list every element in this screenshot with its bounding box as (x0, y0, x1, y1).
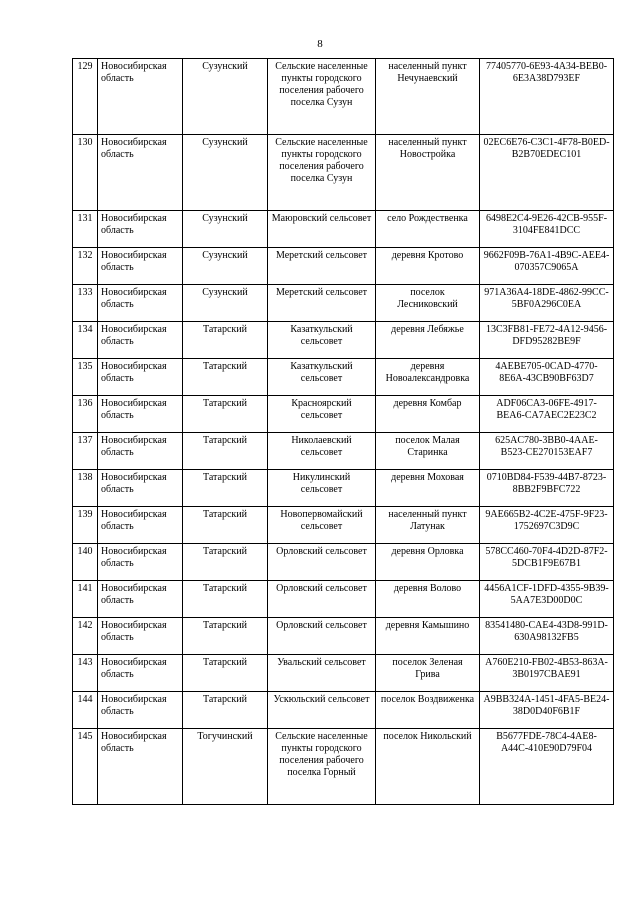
locality-cell: поселок Никольский (376, 729, 480, 805)
locality-cell: деревня Комбар (376, 396, 480, 433)
region-cell: Новосибирская область (98, 433, 183, 470)
settlement-cell: Никулинский сельсовет (268, 470, 376, 507)
settlement-cell: Сельские населенные пункты городского поселения рабочего поселка Сузун (268, 135, 376, 211)
settlement-cell: Ускюльский сельсовет (268, 692, 376, 729)
region-cell: Новосибирская область (98, 59, 183, 135)
row-number: 137 (73, 433, 98, 470)
guid-cell: 9AE665B2-4C2E-475F-9F23-1752697C3D9C (480, 507, 614, 544)
settlement-cell: Орловский сельсовет (268, 618, 376, 655)
locality-cell: поселок Зеленая Грива (376, 655, 480, 692)
locality-cell: населенный пункт Новостройка (376, 135, 480, 211)
region-cell: Новосибирская область (98, 692, 183, 729)
table-row (73, 544, 614, 581)
row-number: 142 (73, 618, 98, 655)
region-cell: Новосибирская область (98, 507, 183, 544)
district-cell: Сузунский (183, 248, 268, 285)
row-number: 144 (73, 692, 98, 729)
settlement-cell: Казаткульский сельсовет (268, 322, 376, 359)
district-cell: Татарский (183, 322, 268, 359)
row-number: 133 (73, 285, 98, 322)
district-cell: Татарский (183, 507, 268, 544)
locality-cell: деревня Новоалександровка (376, 359, 480, 396)
guid-cell: ADF06CA3-06FE-4917-BEA6-CA7AEC2E23C2 (480, 396, 614, 433)
row-number: 132 (73, 248, 98, 285)
row-number: 141 (73, 581, 98, 618)
locality-cell: деревня Орловка (376, 544, 480, 581)
table-row (73, 729, 614, 805)
guid-cell: 0710BD84-F539-44B7-8723-8BB2F9BFC722 (480, 470, 614, 507)
locality-cell: село Рождественка (376, 211, 480, 248)
region-cell: Новосибирская область (98, 248, 183, 285)
settlement-cell: Увальский сельсовет (268, 655, 376, 692)
row-number: 136 (73, 396, 98, 433)
settlements-table (72, 58, 614, 805)
guid-cell: 77405770-6E93-4A34-BEB0-6E3A38D793EF (480, 59, 614, 135)
district-cell: Сузунский (183, 285, 268, 322)
district-cell: Сузунский (183, 211, 268, 248)
table-row (73, 433, 614, 470)
settlement-cell: Меретский сельсовет (268, 248, 376, 285)
row-number: 130 (73, 135, 98, 211)
settlement-cell: Красноярский сельсовет (268, 396, 376, 433)
table-row (73, 285, 614, 322)
locality-cell: поселок Малая Старинка (376, 433, 480, 470)
settlement-cell: Николаевский сельсовет (268, 433, 376, 470)
settlement-cell: Орловский сельсовет (268, 581, 376, 618)
locality-cell: населенный пункт Нечунаевский (376, 59, 480, 135)
table-row (73, 581, 614, 618)
locality-cell: деревня Камышино (376, 618, 480, 655)
guid-cell: 971A36A4-18DE-4862-99CC-5BF0A296C0EA (480, 285, 614, 322)
region-cell: Новосибирская область (98, 396, 183, 433)
guid-cell: A760E210-FB02-4B53-863A-3B0197CBAE91 (480, 655, 614, 692)
guid-cell: 13C3FB81-FE72-4A12-9456-DFD95282BE9F (480, 322, 614, 359)
region-cell: Новосибирская область (98, 544, 183, 581)
table-body (73, 59, 614, 805)
locality-cell: поселок Лесниковский (376, 285, 480, 322)
guid-cell: 625AC780-3BB0-4AAE-B523-CE270153EAF7 (480, 433, 614, 470)
table-row (73, 655, 614, 692)
row-number: 140 (73, 544, 98, 581)
district-cell: Татарский (183, 396, 268, 433)
district-cell: Татарский (183, 655, 268, 692)
guid-cell: 4456A1CF-1DFD-4355-9B39-5AA7E3D00D0C (480, 581, 614, 618)
locality-cell: деревня Кротово (376, 248, 480, 285)
table-row (73, 59, 614, 135)
district-cell: Татарский (183, 433, 268, 470)
settlement-cell: Казаткульский сельсовет (268, 359, 376, 396)
table-row (73, 692, 614, 729)
region-cell: Новосибирская область (98, 470, 183, 507)
district-cell: Татарский (183, 692, 268, 729)
region-cell: Новосибирская область (98, 211, 183, 248)
region-cell: Новосибирская область (98, 285, 183, 322)
locality-cell: деревня Лебяжье (376, 322, 480, 359)
table-row (73, 396, 614, 433)
district-cell: Сузунский (183, 135, 268, 211)
district-cell: Татарский (183, 581, 268, 618)
district-cell: Сузунский (183, 59, 268, 135)
guid-cell: 6498E2C4-9E26-42CB-955F-3104FE841DCC (480, 211, 614, 248)
guid-cell: 4AEBE705-0CAD-4770-8E6A-43CB90BF63D7 (480, 359, 614, 396)
district-cell: Тогучинский (183, 729, 268, 805)
table-row (73, 211, 614, 248)
settlement-cell: Маюровский сельсовет (268, 211, 376, 248)
row-number: 145 (73, 729, 98, 805)
guid-cell: 9662F09B-76A1-4B9C-AEE4-070357C9065A (480, 248, 614, 285)
table-row (73, 618, 614, 655)
region-cell: Новосибирская область (98, 359, 183, 396)
district-cell: Татарский (183, 618, 268, 655)
district-cell: Татарский (183, 470, 268, 507)
settlement-cell: Меретский сельсовет (268, 285, 376, 322)
district-cell: Татарский (183, 544, 268, 581)
district-cell: Татарский (183, 359, 268, 396)
settlement-cell: Сельские населенные пункты городского поселения рабочего поселка Горный (268, 729, 376, 805)
guid-cell: A9BB324A-1451-4FA5-BE24-38D0D40F6B1F (480, 692, 614, 729)
region-cell: Новосибирская область (98, 322, 183, 359)
settlement-cell: Сельские населенные пункты городского поселения рабочего поселка Сузун (268, 59, 376, 135)
guid-cell: B5677FDE-78C4-4AE8-A44C-410E90D79F04 (480, 729, 614, 805)
locality-cell: поселок Воздвиженка (376, 692, 480, 729)
region-cell: Новосибирская область (98, 655, 183, 692)
row-number: 135 (73, 359, 98, 396)
row-number: 134 (73, 322, 98, 359)
page-number: 8 (317, 38, 323, 50)
region-cell: Новосибирская область (98, 135, 183, 211)
locality-cell: деревня Волово (376, 581, 480, 618)
row-number: 129 (73, 59, 98, 135)
region-cell: Новосибирская область (98, 618, 183, 655)
region-cell: Новосибирская область (98, 729, 183, 805)
table-row (73, 135, 614, 211)
table-row (73, 359, 614, 396)
settlement-cell: Орловский сельсовет (268, 544, 376, 581)
guid-cell: 578CC460-70F4-4D2D-87F2-5DCB1F9E67B1 (480, 544, 614, 581)
guid-cell: 02EC6E76-C3C1-4F78-B0ED-B2B70EDEC101 (480, 135, 614, 211)
table-row (73, 507, 614, 544)
locality-cell: деревня Моховая (376, 470, 480, 507)
row-number: 131 (73, 211, 98, 248)
region-cell: Новосибирская область (98, 581, 183, 618)
guid-cell: 83541480-CAE4-43D8-991D-630A98132FB5 (480, 618, 614, 655)
table-row (73, 470, 614, 507)
settlement-cell: Новопервомайский сельсовет (268, 507, 376, 544)
table-row (73, 248, 614, 285)
row-number: 139 (73, 507, 98, 544)
locality-cell: населенный пункт Латунак (376, 507, 480, 544)
table-row (73, 322, 614, 359)
row-number: 143 (73, 655, 98, 692)
row-number: 138 (73, 470, 98, 507)
